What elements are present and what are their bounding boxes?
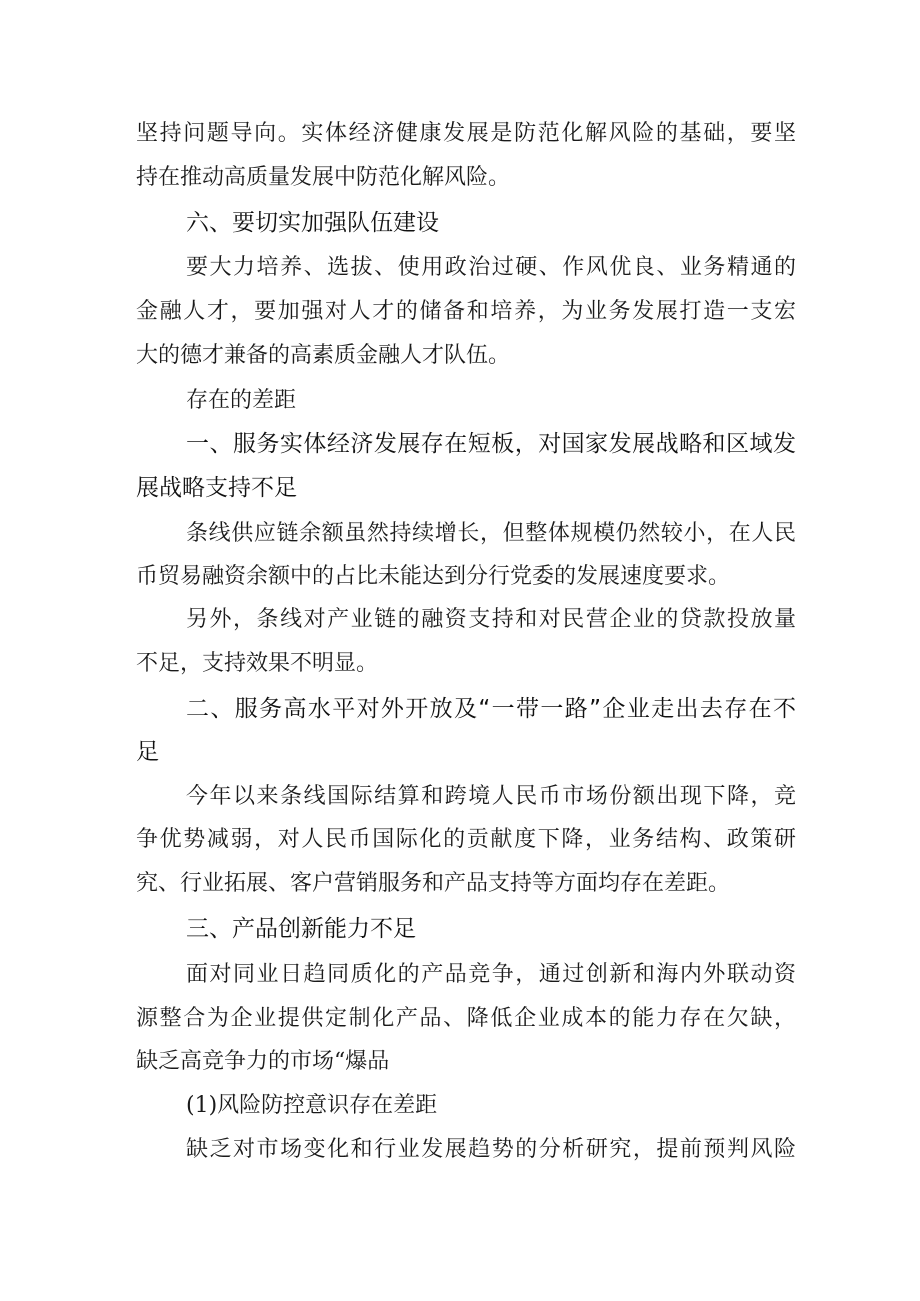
section-heading: 足 [136,739,159,765]
subsection-title: 存在的差距 [186,388,297,413]
paragraph-line: 面对同业日趋同质化的产品竞争，通过创新和海内外联动资 [186,962,796,987]
paragraph-line: 不足，支持效果不明显。 [136,651,379,676]
section-heading: 六、要切实加强队伍建设 [186,210,439,236]
paragraph-line: 要大力培养、选拔、使用政治过硬、作风优良、业务精通的 [186,255,796,280]
paragraph-line: 缺乏高竞争力的市场“爆品 [136,1049,390,1074]
subsection-title: (1)风险防控意识存在差距 [186,1093,438,1118]
paragraph-line: 另外，条线对产业链的融资支持和对民营企业的贷款投放量 [186,607,796,632]
section-heading: 三、产品创新能力不足 [186,916,416,942]
paragraph-line: 争优势减弱，对人民币国际化的贡献度下降，业务结构、政策研 [136,827,796,852]
paragraph-line: 金融人才，要加强对人才的储备和培养，为业务发展打造一支宏 [136,299,796,324]
paragraph-line: 坚持问题导向。实体经济健康发展是防范化解风险的基础，要坚 [136,121,796,146]
paragraph-line: 今年以来条线国际结算和跨境人民币市场份额出现下降，竞 [186,784,796,809]
paragraph-line: 究、行业拓展、客户营销服务和产品支持等方面均存在差距。 [136,871,731,896]
paragraph-line: 源整合为企业提供定制化产品、降低企业成本的能力存在欠缺， [136,1006,796,1031]
section-heading: 展战略支持不足 [136,475,297,501]
section-heading: 一、服务实体经济发展存在短板，对国家发展战略和区域发 [186,431,796,457]
paragraph-line: 持在推动高质量发展中防范化解风险。 [136,165,511,190]
paragraph-line: 大的德才兼备的高素质金融人才队伍。 [136,343,511,368]
paragraph-line: 条线供应链余额虽然持续增长，但整体规模仍然较小，在人民 [186,521,796,546]
paragraph-line: 缺乏对市场变化和行业发展趋势的分析研究，提前预判风险 [186,1137,796,1162]
paragraph-line: 币贸易融资余额中的占比未能达到分行党委的发展速度要求。 [136,564,731,589]
section-heading: 二、服务高水平对外开放及“一带一路”企业走出去存在不 [186,696,796,722]
